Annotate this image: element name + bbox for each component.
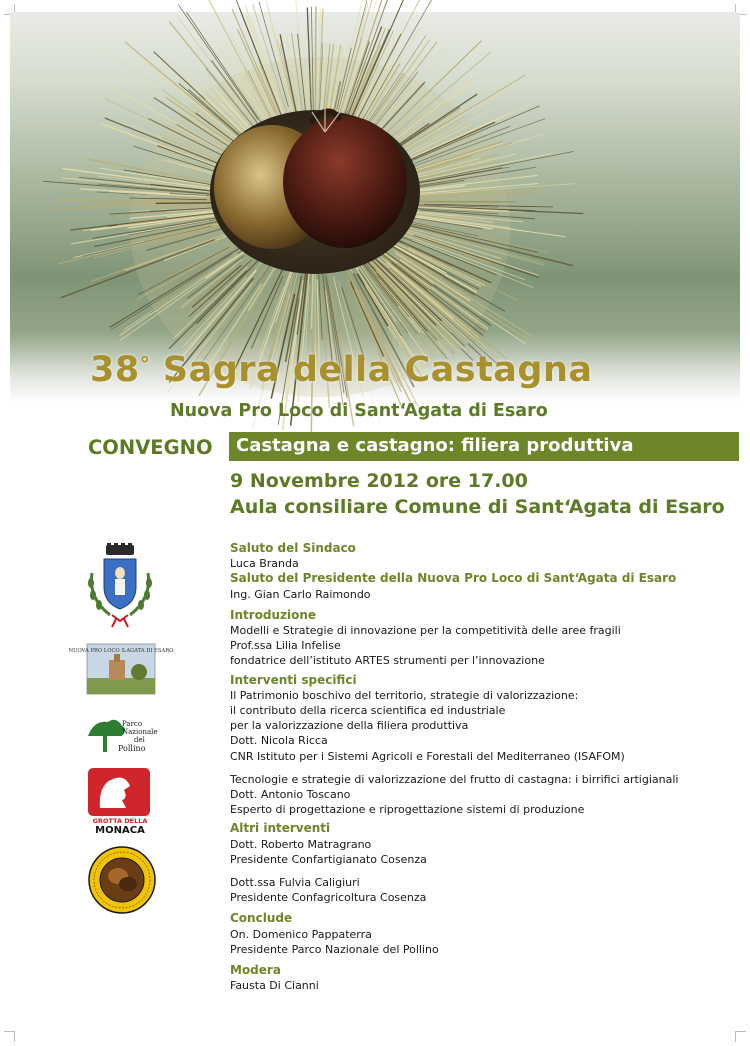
speaker-name: Dott. Nicola Ricca: [230, 734, 328, 748]
speaker-role: Presidente Confagricoltura Cosenza: [230, 891, 427, 905]
talk-title: il contributo della ricerca scientifica ed industriale: [230, 704, 506, 718]
parco-logo-line1: Parco: [122, 720, 143, 728]
event-title: 38° Sagra della Castagna: [90, 350, 593, 390]
heading-conclude: Conclude: [230, 911, 293, 926]
speaker-role: Presidente Confartigianato Cosenza: [230, 852, 427, 866]
heading-saluto-presidente: Saluto del Presidente della Nuova Pro Loco di Sant‘Agata di Esaro: [230, 571, 677, 586]
program-list: [230, 541, 735, 995]
section-saluto-sindaco: [230, 541, 735, 571]
heading-altri-interventi: Altri interventi: [230, 821, 331, 836]
section-conclude: [230, 911, 735, 957]
speaker-role: CNR Istituto per i Sistemi Agricoli e Forestali del Mediterraneo (ISAFOM): [230, 749, 625, 763]
heading-modera: Modera: [230, 963, 281, 978]
prodotto-tradizionale-seal-logo: [88, 846, 156, 914]
section-modera: [230, 963, 735, 993]
event-place: Aula consiliare Comune di Sant‘Agata di Esaro: [230, 496, 725, 518]
speaker-name: Dott. Roberto Matragrano: [230, 837, 372, 851]
speaker-role: Presidente Parco Nazionale del Pollino: [230, 942, 439, 956]
parco-pollino-logo: [86, 714, 158, 754]
crop-mark-bottom-left: [4, 1031, 15, 1042]
speaker-role: fondatrice dell’istituto ARTES strumenti per l’innovazione: [230, 654, 545, 668]
talk-title: Modelli e Strategie di innovazione per la competitività delle aree fragili: [230, 624, 621, 638]
convegno-title-bar: [229, 432, 739, 461]
speaker-name: Fausta Di Cianni: [230, 979, 319, 993]
speaker-name: Ing. Gian Carlo Raimondo: [230, 587, 371, 601]
grotta-della-monaca-logo: [86, 768, 154, 834]
grotta-logo-line1: GROTTA DELLA: [92, 817, 148, 825]
crop-mark-bottom-right: [735, 1031, 746, 1042]
heading-saluto-sindaco: Saluto del Sindaco: [230, 541, 356, 555]
event-date: 9 Novembre 2012 ore 17.00: [230, 470, 528, 492]
talk-title: Il Patrimonio boschivo del territorio, strategie di valorizzazione:: [230, 688, 579, 702]
talk-title: Tecnologie e strategie di valorizzazione del frutto di castagna: i birrifici artigianali: [230, 772, 679, 786]
proloco-logo: [68, 644, 174, 694]
section-interventi-specifici: [230, 673, 735, 818]
section-saluto-presidente: [230, 571, 735, 601]
organizer-subtitle: Nuova Pro Loco di Sant‘Agata di Esaro: [170, 401, 548, 421]
convegno-label: CONVEGNO: [88, 436, 213, 459]
section-altri-interventi: [230, 821, 735, 905]
section-introduzione: [230, 608, 735, 669]
speaker-name: On. Domenico Pappaterra: [230, 927, 372, 941]
chestnut-burr-illustration: [10, 12, 740, 402]
grotta-logo-line2: MONACA: [95, 825, 145, 836]
parco-logo-line4: Pollino: [118, 744, 146, 753]
speaker-name: Prof.ssa Lilia Infelise: [230, 639, 341, 653]
parco-logo-line3: del: [134, 736, 145, 744]
speaker-name: Dott.ssa Fulvia Caligiuri: [230, 876, 360, 890]
proloco-logo-text: NUOVA PRO LOCO S.AGATA DI ESARO: [68, 648, 174, 654]
comune-coat-of-arms-logo: [84, 543, 156, 627]
heading-introduzione: Introduzione: [230, 607, 317, 622]
talk-title: per la valorizzazione della filiera produttiva: [230, 719, 469, 733]
parco-logo-line2: Nazionale: [122, 728, 158, 736]
convegno-title: Castagna e castagno: filiera produttiva: [236, 435, 634, 456]
speaker-role: Esperto di progettazione e riprogettazione sistemi di produzione: [230, 803, 585, 817]
hero-chestnut-photo: [10, 12, 740, 402]
speaker-name: Dott. Antonio Toscano: [230, 788, 351, 802]
speaker-name: Luca Branda: [230, 557, 299, 571]
heading-interventi-specifici: Interventi specifici: [230, 672, 357, 687]
